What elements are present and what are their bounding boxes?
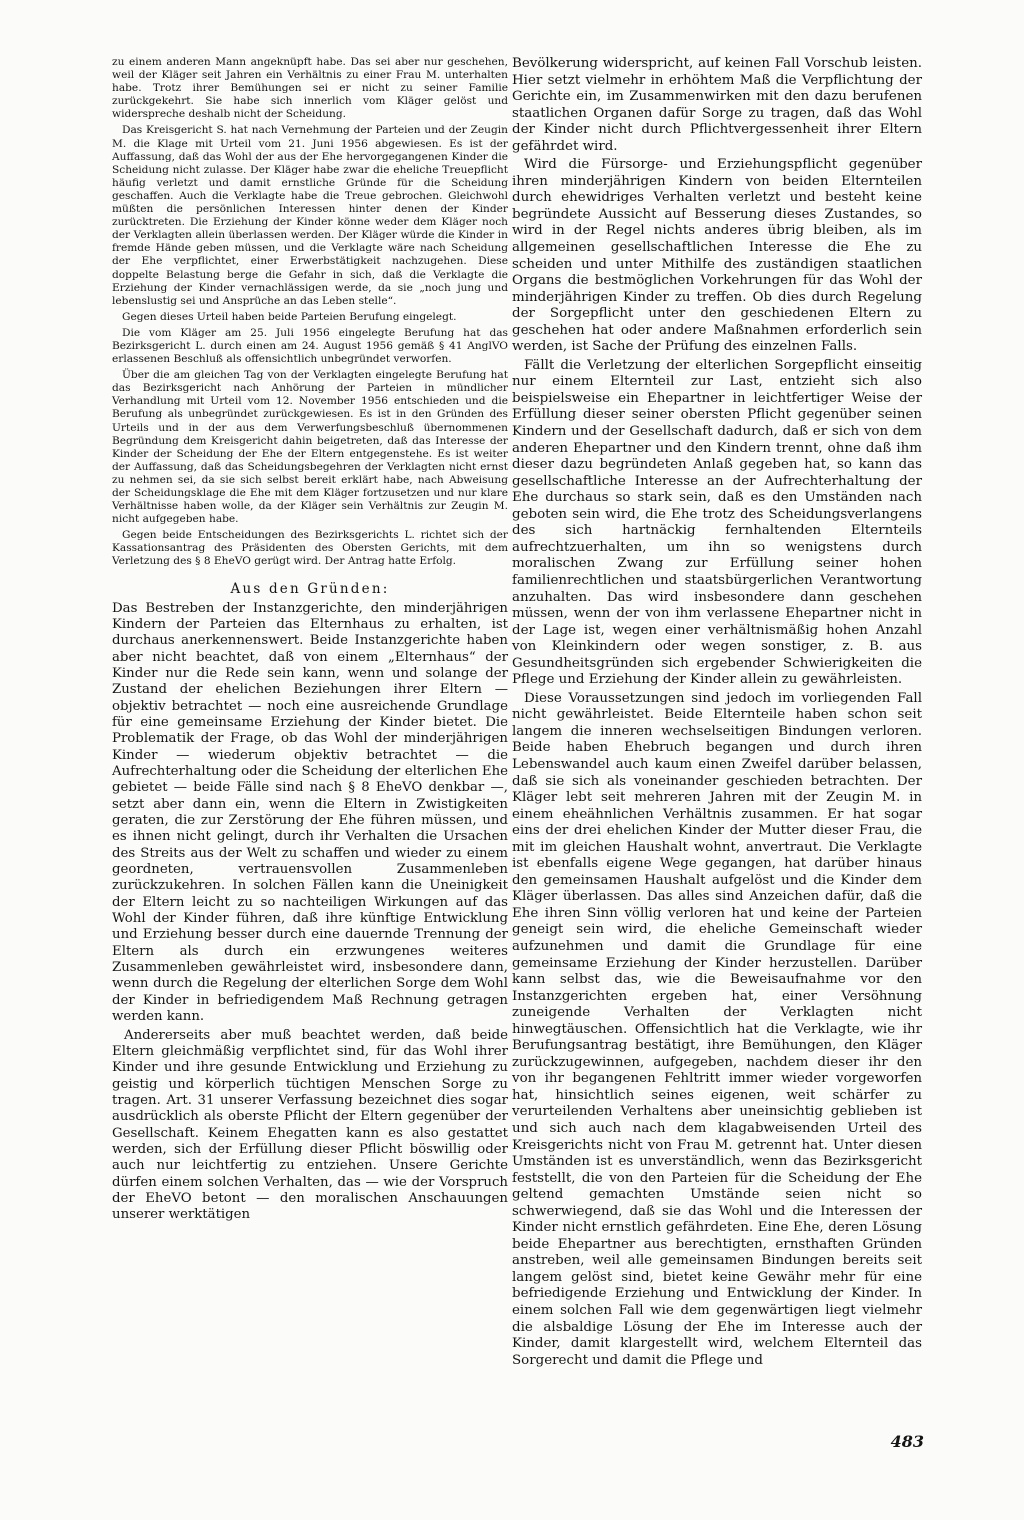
page-number: 483 <box>890 1432 924 1451</box>
facts-paragraph-1: zu einem anderen Mann angeknüpft habe. Das sei aber nur geschehen, weil der Kläger seit Jahren ein Verhältnis zu einer Frau M. unterhalten habe. Trotz ihrer Bemühungen sei er nicht zu seiner Familie zurückgekehrt. Sie habe sich innerlich vom Kläger gelöst und widerspreche deshalb nicht der Scheidung. <box>112 56 508 121</box>
facts-paragraph-4: Die vom Kläger am 25. Juli 1956 eingelegte Berufung hat das Bezirksgericht L. durch einen am 24. August 1956 gemäß § 41 AnglVO erlassenen Beschluß als offensichtlich unbegründet verworfen. <box>112 326 508 366</box>
case-facts-section <box>112 56 508 569</box>
section-heading: Aus den Gründen: <box>230 580 390 597</box>
reasons-section-right <box>512 56 922 1369</box>
reasons-paragraph-5: Fällt die Verletzung der elterlichen Sorgepflicht einseitig nur einem Elternteil zur Last, entzieht sich also beispielsweise ein Ehepartner in leichtfertiger Weise der Erfüllung dieser seiner obersten Pflicht gegenüber seinen Kindern und der Gesellschaft dadurch, daß er sich von dem anderen Ehepartner und den Kindern trennt, ohne daß ihm dieser dazu begründeten Anlaß gegeben hat, so kann das gesellschaftliche Interesse an der Aufrechterhaltung der Ehe durchaus so stark sein, daß es den Umständen nach geboten sein wird, die Ehe trotz des Scheidungsverlangens des sich hartnäckig fernhaltenden Elternteils aufrechtzuerhalten, um ihn so wenigstens durch moralischen Zwang zur Erfüllung seiner hohen familienrechtlichen und staatsbürgerlichen Verantwortung anzuhalten. Das wird insbesondere dann geschehen müssen, wenn der von ihm verlassene Ehepartner nicht in der Lage ist, wegen einer verhältnismäßig hohen Anzahl von Kleinkindern oder wegen sonstiger, z. B. aus Gesundheitsgründen sich ergebender Schwierigkeiten die Pflege und Erziehung der Kinder allein zu gewährleisten. <box>512 357 922 688</box>
reasons-section-left <box>112 601 508 1224</box>
reasons-paragraph-4: Wird die Fürsorge- und Erziehungspflicht gegenüber ihren minderjährigen Kindern von beiden Elternteilen durch ehewidriges Verhalten verletzt und besteht keine begründete Aussicht auf Besserung dieses Zustandes, so wird in der Regel nichts anderes übrig bleiben, als im allgemeinen gesellschaftlichen Interesse die Ehe zu scheiden und unter Mithilfe des zuständigen staatlichen Organs die bestmöglichen Vorkehrungen für das Wohl der minderjährigen Kinder zu treffen. Ob dies durch Regelung der Sorgepflicht unter den geschiedenen Eltern zu geschehen hat oder andere Maßnahmen erforderlich sein werden, ist Sache der Prüfung des einzelnen Falls. <box>512 157 922 355</box>
right-column <box>512 56 922 1371</box>
left-column <box>112 56 508 1226</box>
reasons-paragraph-6: Diese Voraussetzungen sind jedoch im vorliegenden Fall nicht gewährleistet. Beide Elternteile haben schon seit langem die inneren wechselseitigen Bindungen verloren. Beide haben Ehebruch begangen und durch ihren Lebenswandel auch kaum einen Zweifel darüber belassen, daß sie sich als voneinander geschieden betrachten. Der Kläger lebt seit mehreren Jahren mit der Zeugin M. in einem eheähnlichen Verhältnis zusammen. Er hat sogar eins der drei ehelichen Kinder der Mutter dieser Frau, die mit im gleichen Haushalt wohnt, anvertraut. Die Verklagte ist ebenfalls eigene Wege gegangen, hat darüber hinaus den gemeinsamen Haushalt aufgelöst und die Kinder dem Kläger überlassen. Das alles sind Anzeichen dafür, daß die Ehe ihren Sinn völlig verloren hat und keine der Parteien geneigt sein wird, die eheliche Gemeinschaft wieder aufzunehmen und damit die Grundlage für eine gemeinsame Erziehung der Kinder herzustellen. Darüber kann selbst das, wie die Beweisaufnahme vor den Instanzgerichten ergeben hat, einer Versöhnung zuneigende Verhalten der Verklagten nicht hinwegtäuschen. Offensichtlich hat die Verklagte, wie ihr Berufungsantrag bestätigt, ihre Bemühungen, den Kläger zurückzugewinnen, aufgegeben, nachdem dieser ihr den von ihr begangenen Fehltritt immer wieder vorgeworfen hat, hinsichtlich seines eigenen, weit schärfer zu verurteilenden Verhaltens aber uneinsichtig geblieben ist und sich auch nach dem klagabweisenden Urteil des Kreisgerichts nicht von Frau M. getrennt hat. Unter diesen Umständen ist es unverständlich, wenn das Bezirksgericht feststellt, die von den Parteien für die Scheidung der Ehe geltend gemachten Umstände seien nicht so schwerwiegend, daß sie das Wohl und die Interessen der Kinder nicht ernstlich gefährdeten. Eine Ehe, deren Lösung beide Ehepartner aus berechtigten, ernsthaften Gründen anstreben, weil alle gemeinsamen Bindungen bereits seit langem gelöst sind, bietet keine Gewähr mehr für eine befriedigende Erziehung und Entwicklung der Kinder. In einem solchen Fall wie dem gegenwärtigen liegt vielmehr die alsbaldige Lösung der Ehe im Interesse auch der Kinder, damit klargestellt wird, welchem Elternteil das Sorgerecht und damit die Pflege und <box>512 690 922 1368</box>
facts-paragraph-6: Gegen beide Entscheidungen des Bezirksgerichts L. richtet sich der Kassationsantrag des Präsidenten des Obersten Gerichts, mit dem Verletzung des § 8 EheVO gerügt wird. Der Antrag hatte Erfolg. <box>112 529 508 568</box>
reasons-paragraph-1: Das Bestreben der Instanzgerichte, den minderjährigen Kindern der Parteien das Elternhaus zu erhalten, ist durchaus anerkennenswert. Beide Instanzgerichte haben aber nicht beachtet, daß von einem „Elternhaus“ der Kinder nur die Rede sein kann, wenn und solange der Zustand der ehelichen Beziehungen ihrer Eltern — objektiv betrachtet — noch eine ausreichende Grundlage für eine gemeinsame Erziehung der Kinder bietet. Die Problematik der Frage, ob das Wohl der minderjährigen Kinder — wiederum objektiv betrachtet — die Aufrechterhaltung oder die Scheidung der elterlichen Ehe gebietet — beide Fälle sind nach § 8 EheVO denkbar —, setzt aber dann ein, wenn die Eltern in Zwistigkeiten geraten, die zur Zerstörung der Ehe führen müssen, und es ihnen nicht gelingt, durch ihr Verhalten die Ursachen des Streits aus der Welt zu schaffen und wieder zu einem geordneten, vertrauensvollen Zusammenleben zurückzukehren. In solchen Fällen kann die Uneinigkeit der Eltern leicht zu so nachteiligen Wirkungen auf das Wohl der Kinder führen, daß ihre künftige Entwicklung und Erziehung besser durch eine dauernde Trennung der Eltern als durch ein erzwungenes weiteres Zusammenleben gewährleistet wird, insbesondere dann, wenn durch die Regelung der elterlichen Sorge dem Wohl der Kinder in befriedigendem Maß Rechnung getragen werden kann. <box>112 600 508 1025</box>
facts-paragraph-2: Das Kreisgericht S. hat nach Vernehmung der Parteien und der Zeugin M. die Klage mit Urteil vom 21. Juni 1956 abgewiesen. Es ist der Auffassung, daß das Wohl der aus der Ehe hervorgegangenen Kinder die Scheidung nicht zulasse. Der Kläger habe zwar die eheliche Treuepflicht häufig verletzt und damit ernstliche Gründe für die Scheidung geschaffen. Auch die Verklagte habe die Treue gebrochen. Gleichwohl müßten die persönlichen Interessen hinter denen der Kinder zurücktreten. Die Erziehung der Kinder könne weder dem Kläger noch der Verklagten allein überlassen werden. Der Kläger würde die Kinder in fremde Hände geben müssen, und die Verklagte wäre nach Scheidung der Ehe verpflichtet, einer Erwerbstätigkeit nachzugehen. Diese doppelte Belastung berge die Gefahr in sich, daß die Verklagte die Erziehung der Kinder vernachlässigen werde, da sie „noch jung und lebenslustig sei und Ansprüche an das Leben stelle“. <box>112 124 508 307</box>
reasons-paragraph-2: Andererseits aber muß beachtet werden, daß beide Eltern gleichmäßig verpflichtet sind, für das Wohl ihrer Kinder und ihre gesunde Entwicklung und Erziehung zu geistig und körperlich tüchtigen Menschen Sorge zu tragen. Art. 31 unserer Verfassung bezeichnet dies sogar ausdrücklich als oberste Pflicht der Eltern gegenüber der Gesellschaft. Keinem Ehegatten kann es also gestattet werden, sich der Erfüllung dieser Pflicht böswillig oder auch nur leichtfertig zu entziehen. Unsere Gerichte dürfen einem solchen Verhalten, das — wie der Vorspruch der EheVO betont — den moralischen Anschauungen unserer werktätigen <box>112 1027 508 1223</box>
facts-paragraph-5: Über die am gleichen Tag von der Verklagten eingelegte Berufung hat das Bezirksgericht nach Anhörung der Parteien in mündlicher Verhandlung mit Urteil vom 12. November 1956 entschieden und die Berufung als unbegründet zurückgewiesen. Es ist in den Gründen des Urteils und in der aus dem Verwerfungsbeschluß übernommenen Begründung dem Kreisgericht dahin beigetreten, daß das Interesse der Kinder der Scheidung der Ehe der Eltern entgegenstehe. Es ist weiter der Auffassung, daß das Scheidungsbegehren der Verklagten nicht ernst zu nehmen sei, da sie sich selbst bereit erklärt habe, nach Abweisung der Scheidungsklage die Ehe mit dem Kläger fortzusetzen und nur klare Verhältnisse haben wolle, da der Kläger sein Verhältnis zur Zeugin M. nicht aufgegeben habe. <box>112 369 508 526</box>
reasons-paragraph-3: Bevölkerung widerspricht, auf keinen Fall Vorschub leisten. Hier setzt vielmehr in erhöhtem Maß die Verpflichtung der Gerichte ein, im Zusammenwirken mit den dazu berufenen staatlichen Organen dafür Sorge zu tragen, daß das Wohl der Kinder nicht durch Pflichtvergessenheit ihrer Eltern gefährdet wird. <box>512 56 922 154</box>
facts-paragraph-3: Gegen dieses Urteil haben beide Parteien Berufung eingelegt. <box>122 310 457 323</box>
